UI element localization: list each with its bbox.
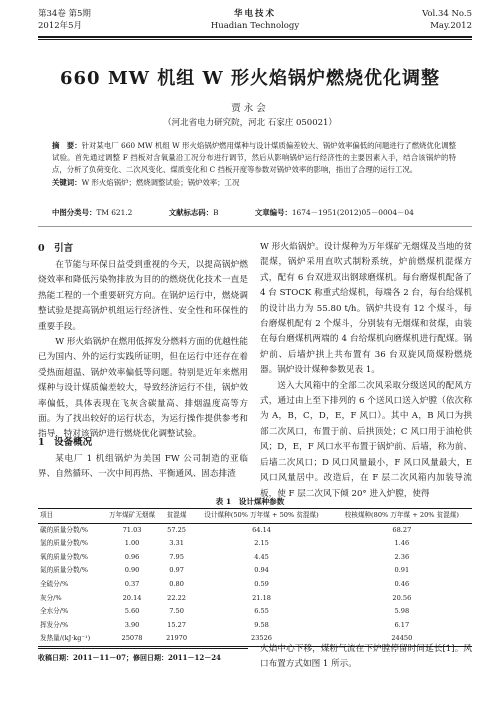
abstract-rule bbox=[38, 226, 472, 227]
table-cell: 0.59 bbox=[254, 579, 269, 588]
table-cell: 碳的质量分数/% bbox=[40, 525, 89, 534]
date-zh: 2012年5月 bbox=[38, 21, 83, 31]
header-center bbox=[38, 8, 472, 32]
coal-parameters-table bbox=[38, 508, 472, 647]
table-cell: 71.03 bbox=[122, 525, 142, 534]
table-cell: 0.80 bbox=[169, 579, 184, 588]
table-cell: 6.17 bbox=[394, 620, 410, 629]
table-row bbox=[38, 564, 472, 578]
classification-line bbox=[52, 207, 456, 219]
right-paragraph-1: W 形火焰锅炉。设计煤种为万年煤矿无烟煤及当地的贫混煤，锅炉采用直吹式制粉系统，炉前燃煤机混煤方式，配有 6 台双进双出钢球磨煤机。每台磨煤机配备了 4 台 STOCK 称重式给煤机，每端各 2 台，每台给煤机的设计出力为 55.80 t/h。锅炉共设有 12 个煤斗，每台磨煤机配有 2 个煤斗，分别装有无烟煤和贫煤，由装在每台磨煤机两端的 4 台给煤机向磨煤机进行配煤。锅炉前、后墙炉拱上共布置有 36 台双旋风筒煤粉燃烧器。锅炉设计煤种参数见表 1。 bbox=[260, 242, 472, 376]
table-cell: 9.58 bbox=[254, 620, 269, 629]
table-header-row bbox=[38, 509, 472, 524]
table-cell: 发热量/(kJ·kg⁻¹) bbox=[40, 634, 91, 643]
keywords: W 形火焰锅炉；燃烧调整试验；锅炉效率；工况 bbox=[81, 177, 240, 187]
doc-code-label: 文献标志码： bbox=[168, 208, 214, 217]
table-cell: 20.56 bbox=[392, 593, 412, 602]
paper-title: 660 MW 机组 W 形火焰锅炉燃烧优化调整 bbox=[60, 68, 440, 89]
table-cell: 0.94 bbox=[254, 566, 269, 575]
table-cell: 64.14 bbox=[252, 525, 271, 534]
header-rule-thin bbox=[38, 39, 472, 40]
footnote-rule bbox=[38, 648, 248, 649]
table-cell: 7.95 bbox=[169, 552, 184, 561]
overview-body bbox=[38, 452, 248, 483]
right-column-continuation bbox=[260, 642, 472, 673]
volume-zh: 第34卷 第5期 bbox=[38, 9, 91, 19]
right-paragraph-2: 送入大风箱中的全部二次风采取分级送风的配风方式，通过由上至下排列的 6 个送风口送入炉膛（依次称为 A，B，C，D，E，F 风口）。其中 A，B 风口为拱部二次风口，布置于前、后拱顶处；C 风口用于油枪供风；D，E，F 风口水平布置于锅炉前、后墙，称为前、后墙二次风口；D 风口风量最小，F 风口风量最大，E 风口风量居中。改造后，在 F 层二次风箱内加装导流板，使 F 层二次风下倾 20° 进入炉膛，使得 bbox=[260, 380, 472, 499]
affiliation: （河北省电力研究院，河北 石家庄 050021） bbox=[163, 118, 337, 128]
table-cell: 68.27 bbox=[392, 525, 412, 534]
table-row bbox=[38, 619, 472, 633]
intro-paragraph-1: 在节能与环保日益受到重视的今天，以提高锅炉燃烧效率和降低污染物排放为目的的燃烧优化技术一直是热能工程的一个重要研究方向。在锅炉运行中，燃烧调整试验是提高锅炉机组运行经济性、安全性和环保性的重要手段。 bbox=[38, 260, 248, 332]
table-cell: 0.37 bbox=[124, 579, 140, 588]
table-cell: 23526 bbox=[251, 634, 273, 643]
right-paragraph-3: 火焰中心下移，煤粉气流在下炉膛停留时间延长[1]。风口布置方式如图 1 所示。 bbox=[260, 644, 472, 670]
table-cell: 灰分/% bbox=[40, 593, 62, 602]
table-cell: 3.90 bbox=[124, 620, 140, 629]
table-row bbox=[38, 605, 472, 619]
intro-body bbox=[38, 258, 248, 443]
table-cell: 7.50 bbox=[169, 607, 184, 616]
table-cell: 57.25 bbox=[167, 525, 187, 534]
page-header bbox=[38, 8, 472, 38]
received-date-footnote: 收稿日期：2011－11－07；修回日期：2011－12－24 bbox=[38, 653, 221, 662]
header-right bbox=[422, 8, 472, 32]
table-cell: 2.36 bbox=[394, 552, 410, 561]
table-cell: 24450 bbox=[391, 634, 413, 643]
clc-number: TM 621.2 bbox=[96, 208, 133, 217]
table-cell: 22.22 bbox=[167, 593, 187, 602]
table-cell: 全水分/% bbox=[40, 607, 69, 616]
header-rule-thick bbox=[38, 36, 472, 38]
table-caption: 表 1 设计煤种参数 bbox=[215, 497, 285, 506]
column-header: 万年煤矿无烟煤 bbox=[108, 511, 156, 519]
abstract-text: 针对某电厂 660 MW 机组 W 形火焰锅炉燃用煤种与设计煤质偏差较大、锅炉效率偏低的问题进行了燃烧优化调整试验。首先通过调整 F 挡板对含氧量沿工况分布进行调节，然后从影响锅炉运行经济性的主要因素入手，结合该锅炉的特点，分析了负荷变化、二次风变化、煤质变化和 C 挡板开度等参数对锅炉效率的影响，指出了合理的运行工况。 bbox=[52, 141, 456, 175]
table-cell: 2.15 bbox=[254, 539, 269, 548]
table-cell: 21.18 bbox=[252, 593, 271, 602]
table-cell: 15.27 bbox=[167, 620, 187, 629]
table-row bbox=[38, 592, 472, 606]
table-row bbox=[38, 523, 472, 537]
column-header: 校核煤种(80% 万年煤 + 20% 贫混煤) bbox=[344, 511, 459, 519]
doc-code: B bbox=[213, 208, 219, 217]
table-cell: 0.90 bbox=[124, 566, 140, 575]
section-heading-intro: 0 引言 bbox=[38, 243, 74, 254]
abstract-label: 摘 要： bbox=[52, 141, 82, 150]
clc-label: 中图分类号： bbox=[52, 208, 97, 217]
table-cell: 氢的质量分数/% bbox=[40, 539, 89, 548]
table-cell: 3.31 bbox=[169, 539, 184, 548]
table-cell: 21970 bbox=[166, 634, 188, 643]
table-cell: 1.46 bbox=[394, 539, 410, 548]
column-header: 贫混煤 bbox=[166, 511, 187, 519]
table-cell: 25078 bbox=[121, 634, 143, 643]
table-cell: 0.91 bbox=[394, 566, 410, 575]
table-row bbox=[38, 578, 472, 592]
article-number-label: 文章编号： bbox=[254, 208, 292, 217]
table-row bbox=[38, 551, 472, 565]
table-cell: 6.55 bbox=[254, 607, 269, 616]
volume-en: Vol.34 No.5 bbox=[422, 9, 472, 19]
author: 贾永会 bbox=[231, 103, 269, 114]
journal-name-en: Huadian Technology bbox=[210, 21, 300, 31]
table-cell: 0.96 bbox=[124, 552, 140, 561]
column-header: 项目 bbox=[40, 511, 54, 519]
table-cell: 0.97 bbox=[169, 566, 184, 575]
table-cell: 氧的质量分数/% bbox=[40, 552, 89, 561]
section-heading-overview: 1 设备概况 bbox=[38, 437, 93, 448]
table-cell: 0.46 bbox=[394, 579, 410, 588]
table-cell: 氮的质量分数/% bbox=[40, 566, 89, 575]
table-cell: 4.45 bbox=[254, 552, 269, 561]
date-en: May.2012 bbox=[430, 21, 472, 31]
table-cell: 1.00 bbox=[124, 539, 140, 548]
table-cell: 5.60 bbox=[124, 607, 140, 616]
overview-paragraph-1: 某电厂 1 机组锅炉为美国 FW 公司制造的亚临界、自然循环、一次中间再热、平衡通风、固态排渣 bbox=[38, 454, 248, 480]
abstract bbox=[52, 140, 456, 189]
column-header: 设计煤种(50% 万年煤 + 50% 贫混煤) bbox=[204, 511, 319, 519]
table-cell: 20.14 bbox=[122, 593, 142, 602]
table-cell: 全硫分/% bbox=[40, 579, 69, 588]
table-cell: 5.98 bbox=[394, 607, 410, 616]
table-row bbox=[38, 537, 472, 551]
table-cell: 挥发分/% bbox=[40, 620, 69, 629]
journal-name-zh: 华电技术 bbox=[233, 9, 276, 19]
article-number: 1674－1951(2012)05－0004－04 bbox=[291, 208, 414, 217]
right-column-body bbox=[260, 240, 472, 502]
keywords-label: 关键词： bbox=[52, 177, 82, 187]
intro-paragraph-2: W 形火焰锅炉在燃用低挥发分燃料方面的优越性能已为国内、外的运行实践所证明，但在运行中还存在着受热面超温、锅炉效率偏低等问题。特别是近年来燃用煤种与设计煤质偏差较大，导致经济运行不佳，锅炉效率偏低，具体表现在飞灰含碳量高、排烟温度高等方面。为了找出较好的运行状态，为运行操作提供参考和指导，特对该锅炉进行燃烧优化调整试验。 bbox=[38, 337, 248, 440]
